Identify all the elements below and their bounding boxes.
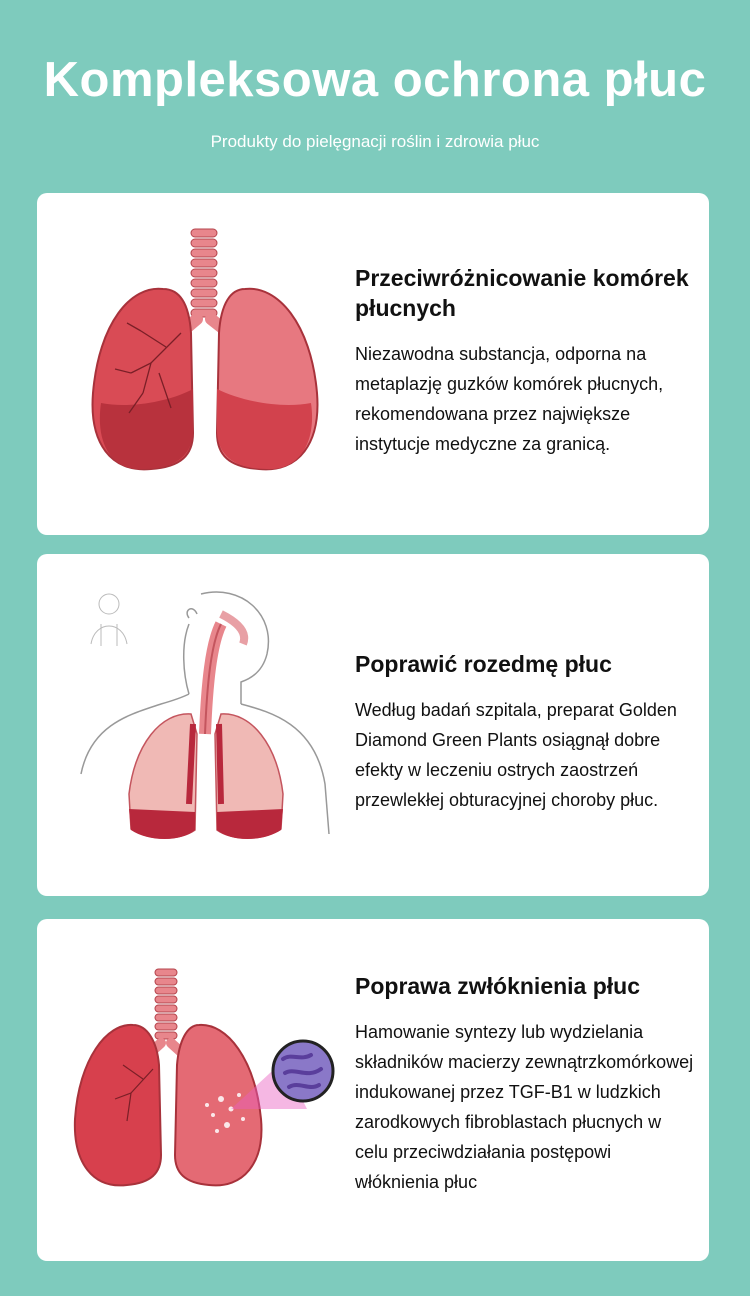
card-heading: Poprawa zwłóknienia płuc bbox=[355, 973, 641, 999]
card-description: Niezawodna substancja, odporna na metaplazję guzków komórek płucnych, rekomendowana przez największe instytucje medyczne za granicą. bbox=[355, 344, 664, 454]
feature-card-emphysema bbox=[37, 554, 709, 896]
respiratory-system-icon bbox=[71, 584, 337, 848]
feature-card-fibrosis bbox=[37, 919, 709, 1261]
card-text bbox=[355, 649, 695, 815]
lungs-icon bbox=[71, 223, 337, 487]
page-title: Kompleksowa ochrona płuc bbox=[43, 53, 707, 107]
card-description: Hamowanie syntezy lub wydzielania składników macierzy zewnątrzkomórkowej indukowanej przez TGF-B1 w ludzkich zarodkowych fibroblastach płucnych w celu przeciwdziałania postępowi włóknienia płuc bbox=[355, 1022, 694, 1192]
fibrotic-lungs-icon bbox=[71, 949, 337, 1213]
page-subtitle: Produkty do pielęgnacji roślin i zdrowia płuc bbox=[210, 132, 540, 151]
card-text bbox=[355, 971, 695, 1197]
card-heading: Przeciwróżnicowanie komórek płucnych bbox=[355, 265, 689, 321]
card-heading: Poprawić rozedmę płuc bbox=[355, 651, 612, 677]
card-text bbox=[355, 263, 695, 459]
card-description: Według badań szpitala, preparat Golden Diamond Green Plants osiągnął dobre efekty w leczeniu ostrych zaostrzeń przewlekłej obturacyjnej choroby płuc. bbox=[355, 700, 677, 810]
feature-card-anti-differentiation bbox=[37, 193, 709, 535]
